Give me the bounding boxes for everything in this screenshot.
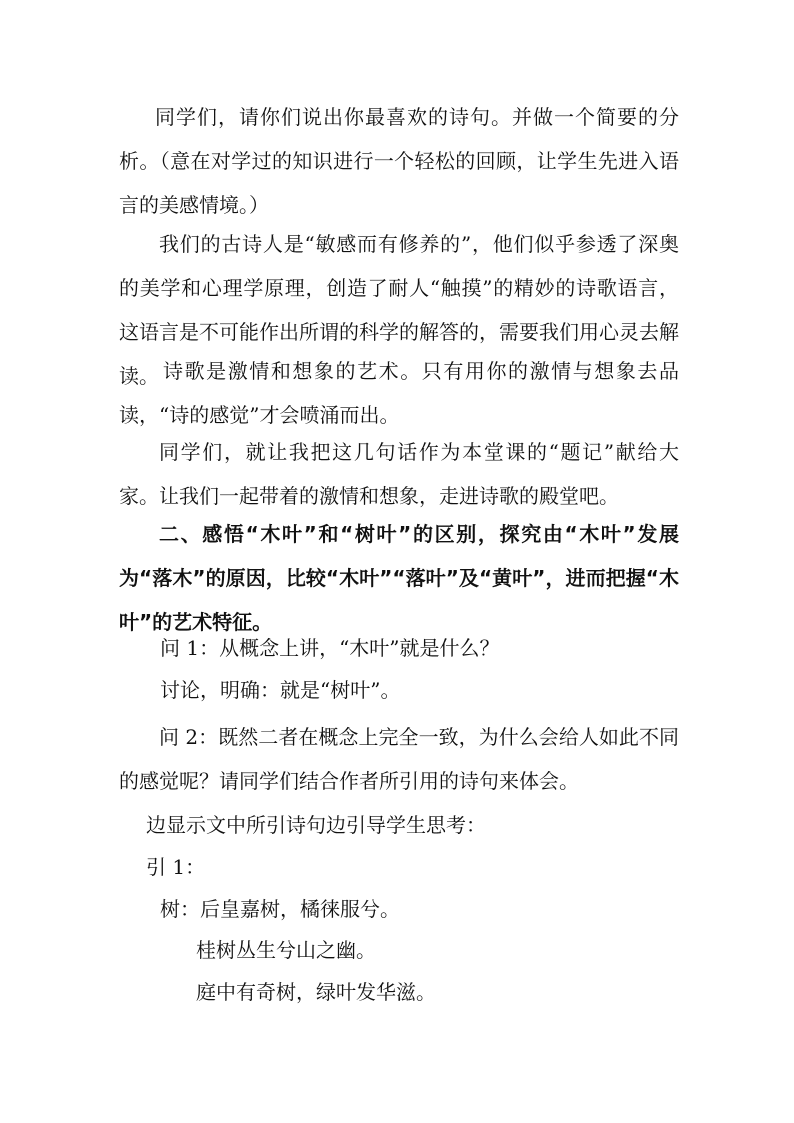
poem-line: 庭中有奇树，绿叶发华滋。	[196, 980, 436, 1004]
poem-line: 桂树丛生兮山之幽。	[196, 938, 376, 962]
question-2: 问 2：既然二者在概念上完全一致，为什么会给人如此不同的感觉呢？请同学们结合作者所引用的诗句来体会。	[119, 725, 679, 793]
paragraph-favorite-poem: 同学们，请你们说出你最喜欢的诗句。并做一个简要的分析。（意在对学过的知识进行一个轻松的回顾，让学生先进入语言的美感情境。）	[119, 105, 679, 217]
paragraph-poetry-passion: 诗歌是激情和想象的艺术。只有用你的激情与想象去品读，“诗的感觉”才会喷涌而出。	[119, 359, 679, 427]
guide-text: 边显示文中所引诗句边引导学生思考：	[146, 813, 486, 837]
poem-line: 树：后皇嘉树，橘徕服兮。	[160, 897, 400, 921]
question-1: 问 1：从概念上讲，“木叶”就是什么？	[160, 636, 500, 660]
paragraph-ancient-poets: 我们的古诗人是“敏感而有修养的”，他们似乎参透了深奥的美学和心理学原理，创造了耐人“触摸”的精妙的诗歌语言，这语言是不可能作出所谓的科学的解答的，需要我们用心灵去解读。	[119, 232, 679, 388]
section-heading: 二、感悟“木叶”和“树叶”的区别，探究由“木叶”发展为“落木”的原因，比较“木叶”“落叶”及“黄叶”，进而把握“木叶”的艺术特征。	[119, 522, 679, 634]
quote-label: 引 1：	[146, 855, 206, 879]
paragraph-epigraph: 同学们，就让我把这几句话作为本堂课的“题记”献给大家。让我们一起带着的激情和想象，走进诗歌的殿堂吧。	[119, 440, 679, 508]
discussion-answer: 讨论，明确：就是“树叶”。	[160, 678, 401, 702]
